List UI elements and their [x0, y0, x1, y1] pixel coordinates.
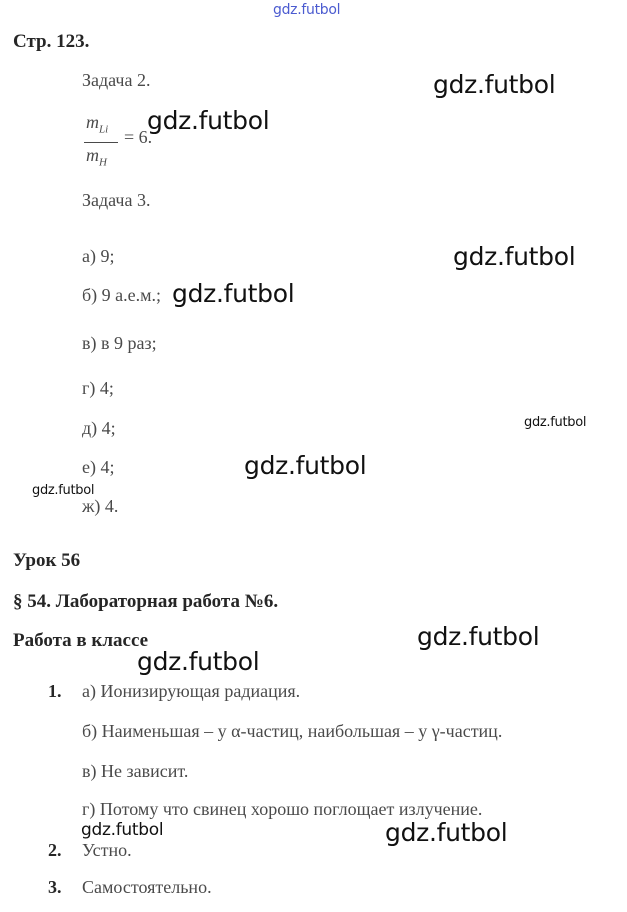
task-3-item-v: в) в 9 раз; — [82, 333, 157, 353]
watermark: gdz.futbol — [385, 818, 508, 847]
task-3-item-g: г) 4; — [82, 378, 114, 398]
answer-3-text: Самостоятельно. — [82, 877, 212, 897]
watermark-top: gdz.futbol — [273, 2, 341, 18]
section-title: § 54. Лабораторная работа №6. — [13, 591, 279, 612]
watermark: gdz.futbol — [137, 647, 260, 676]
answer-1-part-g: г) Потому что свинец хорошо поглощает излучение. — [82, 799, 483, 819]
subsection-title: Работа в классе — [13, 630, 149, 651]
answer-2-text: Устно. — [82, 840, 132, 860]
task-3-item-d: д) 4; — [82, 418, 116, 438]
watermark: gdz.futbol — [417, 622, 540, 651]
fraction-result: = 6. — [124, 127, 153, 147]
watermark: gdz.futbol — [433, 70, 556, 99]
watermark: gdz.futbol — [453, 242, 576, 271]
answer-1-part-a: а) Ионизирующая радиация. — [82, 681, 301, 701]
watermark: gdz.futbol — [172, 279, 295, 308]
watermark: gdz.futbol — [32, 483, 95, 498]
answer-1-part-v: в) Не зависит. — [82, 761, 189, 781]
page-number-heading: Стр. 123. — [13, 31, 90, 52]
watermark: gdz.futbol — [81, 820, 164, 840]
watermark: gdz.futbol — [244, 451, 367, 480]
task-2-title: Задача 2. — [82, 70, 151, 90]
task-3-item-a: а) 9; — [82, 246, 115, 266]
fraction-denominator: $m_H$ — [86, 145, 107, 169]
watermark: gdz.futbol — [524, 415, 587, 430]
answer-2-number: 2. — [48, 840, 62, 860]
task-3-title: Задача 3. — [82, 190, 151, 210]
lesson-title: Урок 56 — [13, 550, 81, 571]
task-3-item-b: б) 9 а.е.м.; — [82, 285, 162, 305]
answer-3-number: 3. — [48, 877, 62, 897]
fraction-bar — [84, 142, 118, 143]
fraction-numerator: $m_{Li}$ — [86, 112, 109, 136]
task-3-item-zh: ж) 4. — [82, 496, 119, 516]
task-3-item-e: е) 4; — [82, 457, 115, 477]
answer-1-part-b: б) Наименьшая – у α-частиц, наибольшая – у γ-частиц. — [82, 721, 503, 741]
answer-1-number: 1. — [48, 681, 62, 701]
watermark: gdz.futbol — [147, 106, 270, 135]
